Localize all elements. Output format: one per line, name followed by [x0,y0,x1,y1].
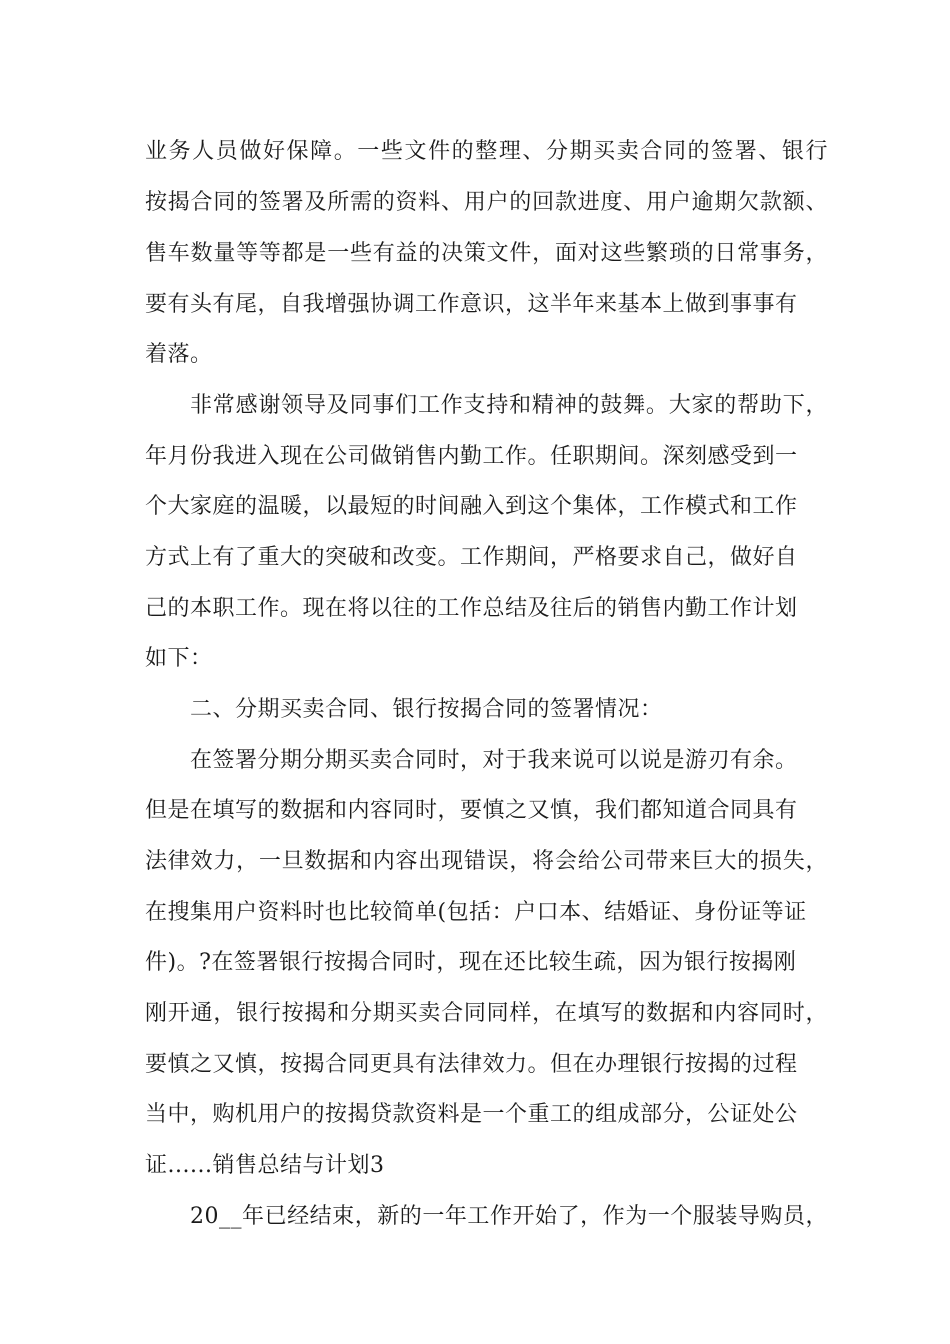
text-line: 个大家庭的温暖，以最短的时间融入到这个集体，工作模式和工作 [145,494,798,519]
text-line: 当中，购机用户的按揭贷款资料是一个重工的组成部分，公证处公 [145,1102,798,1127]
text-line: 按揭合同的签署及所需的资料、用户的回款进度、用户逾期欠款额、 [145,190,828,215]
text-line: 在搜集用户资料时也比较简单(包括：户口本、结婚证、身份证等证 [145,900,807,925]
text-line: 但是在填写的数据和内容同时，要慎之又慎，我们都知道合同具有 [145,798,798,823]
text-line: 证......销售总结与计划3 [145,1153,385,1178]
text-line: 着落。 [145,342,213,367]
text-line: 在签署分期分期买卖合同时，对于我来说可以说是游刃有余。 [190,748,798,773]
text-line: 要有头有尾，自我增强协调工作意识，这半年来基本上做到事事有 [145,292,798,317]
text-line: 方式上有了重大的突破和改变。工作期间，严格要求自己，做好自 [145,545,798,570]
text-line: 业务人员做好保障。一些文件的整理、分期买卖合同的签署、银行 [145,139,828,164]
text-line: 己的本职工作。现在将以往的工作总结及往后的销售内勤工作计划 [145,596,798,621]
section-heading: 二、分期买卖合同、银行按揭合同的签署情况： [190,697,663,722]
text-line: 售车数量等等都是一些有益的决策文件，面对这些繁琐的日常事务， [145,241,828,266]
text-line: 20__年已经结束，新的一年工作开始了，作为一个服装导购员， [190,1204,828,1229]
text-line: 刚开通，银行按揭和分期买卖合同同样，在填写的数据和内容同时， [145,1001,828,1026]
text-line: 件)。?在签署银行按揭合同时，现在还比较生疏，因为银行按揭刚 [145,950,797,975]
text-line: 年月份我进入现在公司做销售内勤工作。任职期间。深刻感受到一 [145,444,798,469]
text-line: 非常感谢领导及同事们工作支持和精神的鼓舞。大家的帮助下， [190,393,828,418]
text-line: 法律效力，一旦数据和内容出现错误，将会给公司带来巨大的损失， [145,849,828,874]
text-line: 如下： [145,646,213,671]
text-line: 要慎之又慎，按揭合同更具有法律效力。但在办理银行按揭的过程 [145,1052,798,1077]
